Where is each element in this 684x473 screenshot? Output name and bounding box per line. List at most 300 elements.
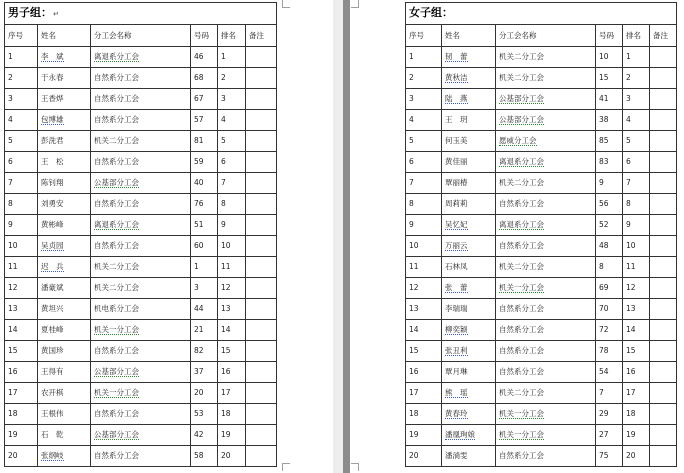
cell-rank bbox=[218, 47, 246, 68]
cell-name bbox=[38, 89, 91, 110]
cell-rank bbox=[218, 278, 246, 299]
cell-number bbox=[596, 89, 623, 110]
cell-number bbox=[596, 152, 623, 173]
cell-unit-text: 自然系分工会 bbox=[94, 346, 139, 355]
cell-index-text: 13 bbox=[409, 304, 419, 313]
cell-unit bbox=[91, 110, 191, 131]
cell-name bbox=[38, 131, 91, 152]
cell-index-text: 17 bbox=[8, 388, 18, 397]
cell-index-text: 19 bbox=[409, 430, 419, 439]
column-header: 序号 bbox=[406, 25, 442, 47]
cell-name-text: 王香烨 bbox=[41, 94, 64, 103]
cell-name bbox=[38, 257, 91, 278]
cell-remark bbox=[246, 236, 277, 257]
cell-name-text: 王得有 bbox=[41, 367, 64, 376]
cell-name bbox=[38, 194, 91, 215]
cell-unit-text: 自然系分工会 bbox=[94, 94, 139, 103]
cell-unit bbox=[496, 404, 596, 425]
cell-unit bbox=[91, 236, 191, 257]
cell-rank bbox=[218, 89, 246, 110]
cell-name-text: 彭洗君 bbox=[41, 136, 64, 145]
cell-number bbox=[191, 362, 218, 383]
men-group-table bbox=[4, 2, 277, 467]
cell-unit-text: 离退系分工会 bbox=[499, 220, 544, 229]
cell-unit-text: 自然系分工会 bbox=[94, 241, 139, 250]
cell-index-text: 11 bbox=[409, 262, 419, 271]
cell-index bbox=[406, 68, 442, 89]
cell-name bbox=[442, 299, 496, 320]
cell-rank-text: 19 bbox=[221, 430, 231, 439]
cell-rank bbox=[218, 320, 246, 341]
cell-name bbox=[442, 383, 496, 404]
cell-remark bbox=[650, 320, 677, 341]
cell-rank bbox=[218, 446, 246, 467]
table-row bbox=[5, 320, 277, 341]
cell-name-text: 陆 燕 bbox=[445, 94, 468, 103]
table-row bbox=[406, 47, 677, 68]
cell-name bbox=[442, 425, 496, 446]
cell-unit bbox=[91, 131, 191, 152]
crop-mark-bottom-right bbox=[351, 463, 359, 471]
crop-mark-top-left bbox=[282, 0, 290, 8]
cell-rank-text: 17 bbox=[626, 388, 636, 397]
cell-name-text: 李 斌 bbox=[41, 52, 64, 61]
column-header: 备注 bbox=[246, 25, 277, 47]
crop-mark-bottom-left bbox=[282, 463, 290, 471]
cell-number bbox=[191, 152, 218, 173]
cell-unit bbox=[91, 341, 191, 362]
column-header: 分工会名称 bbox=[91, 25, 191, 47]
cell-number bbox=[596, 236, 623, 257]
cell-unit bbox=[496, 194, 596, 215]
cell-rank bbox=[623, 194, 650, 215]
cell-number-text: 78 bbox=[599, 346, 609, 355]
cell-number bbox=[191, 89, 218, 110]
cell-rank bbox=[623, 131, 650, 152]
cell-rank-text: 20 bbox=[221, 451, 231, 460]
cell-rank bbox=[623, 236, 650, 257]
cell-index-text: 9 bbox=[409, 220, 414, 229]
cell-index bbox=[5, 362, 38, 383]
cell-number-text: 41 bbox=[599, 94, 609, 103]
cell-rank bbox=[623, 299, 650, 320]
cell-number-text: 37 bbox=[194, 367, 204, 376]
cell-rank-text: 8 bbox=[626, 199, 631, 208]
table-row bbox=[5, 425, 277, 446]
cell-index bbox=[5, 194, 38, 215]
cell-index-text: 5 bbox=[8, 136, 13, 145]
cell-name-text: 王 松 bbox=[41, 157, 64, 166]
cell-rank-text: 5 bbox=[221, 136, 226, 145]
cell-unit bbox=[91, 47, 191, 68]
cell-unit bbox=[496, 257, 596, 278]
cell-rank bbox=[218, 215, 246, 236]
column-header: 号码 bbox=[191, 25, 218, 47]
column-header: 排名 bbox=[218, 25, 246, 47]
cell-name bbox=[442, 110, 496, 131]
cell-name-text: 王根伟 bbox=[41, 409, 64, 418]
cell-unit bbox=[91, 194, 191, 215]
cell-unit bbox=[496, 341, 596, 362]
gutter-divider bbox=[343, 0, 350, 473]
cell-unit-text: 机关一分工会 bbox=[499, 430, 544, 439]
cell-rank bbox=[218, 257, 246, 278]
cell-name bbox=[38, 47, 91, 68]
table-row bbox=[406, 446, 677, 467]
cell-number-text: 56 bbox=[599, 199, 609, 208]
cell-number-text: 53 bbox=[194, 409, 204, 418]
cell-number-text: 51 bbox=[194, 220, 204, 229]
cell-unit-text: 公基部分工会 bbox=[94, 367, 139, 376]
cell-unit bbox=[496, 68, 596, 89]
cell-name bbox=[442, 131, 496, 152]
cell-remark bbox=[246, 404, 277, 425]
cell-number-text: 81 bbox=[194, 136, 204, 145]
cell-index-text: 6 bbox=[8, 157, 13, 166]
cell-number bbox=[191, 341, 218, 362]
cell-number-text: 44 bbox=[194, 304, 204, 313]
cell-remark bbox=[246, 425, 277, 446]
cell-index-text: 1 bbox=[8, 52, 13, 61]
cell-unit-text: 自然系分工会 bbox=[499, 304, 544, 313]
cell-remark bbox=[246, 131, 277, 152]
cell-index bbox=[406, 236, 442, 257]
cell-index bbox=[5, 152, 38, 173]
cell-name-text: 韧 蕾 bbox=[445, 52, 468, 61]
cell-index bbox=[406, 173, 442, 194]
cell-rank-text: 19 bbox=[626, 430, 636, 439]
cell-number-text: 1 bbox=[194, 262, 199, 271]
cell-name bbox=[442, 173, 496, 194]
cell-name-text: 黄秋洁 bbox=[445, 73, 468, 82]
cell-unit-text: 公基部分工会 bbox=[94, 178, 139, 187]
cell-remark bbox=[650, 383, 677, 404]
cell-rank bbox=[623, 68, 650, 89]
cell-index-text: 5 bbox=[409, 136, 414, 145]
cell-rank bbox=[623, 341, 650, 362]
cell-rank-text: 6 bbox=[221, 157, 226, 166]
cell-index-text: 15 bbox=[409, 346, 419, 355]
cell-rank bbox=[623, 173, 650, 194]
cell-name bbox=[442, 404, 496, 425]
cell-unit bbox=[91, 404, 191, 425]
cell-index-text: 15 bbox=[8, 346, 18, 355]
cell-number bbox=[596, 341, 623, 362]
cell-number-text: 54 bbox=[599, 367, 609, 376]
cell-rank-text: 8 bbox=[221, 199, 226, 208]
cell-name bbox=[442, 68, 496, 89]
cell-index bbox=[406, 320, 442, 341]
cell-index-text: 20 bbox=[409, 451, 419, 460]
cell-number bbox=[596, 257, 623, 278]
cell-number-text: 10 bbox=[599, 52, 609, 61]
cell-remark bbox=[650, 404, 677, 425]
cell-unit-text: 自然系分工会 bbox=[499, 346, 544, 355]
cell-rank-text: 10 bbox=[221, 241, 231, 250]
cell-name-text: 覃丽椿 bbox=[445, 178, 468, 187]
cell-unit-text: 公基部分工会 bbox=[94, 430, 139, 439]
cell-name bbox=[38, 404, 91, 425]
table-header-row bbox=[406, 25, 677, 47]
cell-rank bbox=[623, 47, 650, 68]
cell-index bbox=[5, 383, 38, 404]
cell-name-text: 何玉美 bbox=[445, 136, 468, 145]
cell-index-text: 16 bbox=[8, 367, 18, 376]
cell-rank-text: 11 bbox=[221, 262, 231, 271]
cell-rank-text: 7 bbox=[221, 178, 226, 187]
cell-index bbox=[406, 362, 442, 383]
table-header-row bbox=[5, 25, 277, 47]
cell-rank-text: 18 bbox=[221, 409, 231, 418]
cell-unit-text: 自然系分工会 bbox=[94, 115, 139, 124]
cell-name-text: 张纲岐 bbox=[41, 451, 64, 460]
cell-name bbox=[38, 68, 91, 89]
cell-remark bbox=[650, 215, 677, 236]
cell-number bbox=[596, 320, 623, 341]
cell-unit-text: 自然系分工会 bbox=[94, 199, 139, 208]
cell-rank-text: 4 bbox=[626, 115, 631, 124]
cell-rank-text: 11 bbox=[626, 262, 636, 271]
paragraph-mark-icon: ↵ bbox=[53, 10, 59, 18]
cell-remark bbox=[650, 194, 677, 215]
cell-number bbox=[191, 446, 218, 467]
cell-rank bbox=[218, 404, 246, 425]
cell-index bbox=[406, 425, 442, 446]
cell-number-text: 59 bbox=[194, 157, 204, 166]
cell-rank-text: 13 bbox=[221, 304, 231, 313]
cell-name bbox=[442, 89, 496, 110]
table-row bbox=[5, 131, 277, 152]
cell-rank-text: 9 bbox=[626, 220, 631, 229]
cell-unit-text: 机关一分工会 bbox=[499, 283, 544, 292]
cell-index bbox=[406, 47, 442, 68]
cell-index bbox=[406, 299, 442, 320]
cell-index-text: 16 bbox=[409, 367, 419, 376]
cell-rank bbox=[623, 446, 650, 467]
cell-index bbox=[406, 110, 442, 131]
cell-number-text: 38 bbox=[599, 115, 609, 124]
cell-rank-text: 1 bbox=[626, 52, 631, 61]
cell-unit-text: 机关二分工会 bbox=[499, 52, 544, 61]
table-row bbox=[5, 341, 277, 362]
cell-number bbox=[596, 131, 623, 152]
cell-number-text: 68 bbox=[194, 73, 204, 82]
cell-remark bbox=[246, 257, 277, 278]
cell-rank bbox=[623, 89, 650, 110]
cell-rank-text: 14 bbox=[626, 325, 636, 334]
cell-index bbox=[406, 383, 442, 404]
gutter-shadow bbox=[333, 0, 343, 473]
table-row bbox=[406, 215, 677, 236]
cell-number bbox=[596, 194, 623, 215]
cell-unit bbox=[91, 173, 191, 194]
table-row bbox=[5, 89, 277, 110]
cell-name bbox=[442, 47, 496, 68]
cell-index-text: 4 bbox=[409, 115, 414, 124]
cell-remark bbox=[650, 89, 677, 110]
cell-name-text: 黄彬峰 bbox=[41, 220, 64, 229]
cell-index bbox=[406, 446, 442, 467]
cell-index bbox=[5, 425, 38, 446]
cell-remark bbox=[650, 47, 677, 68]
cell-unit-text: 离退系分工会 bbox=[94, 52, 139, 61]
cell-number-text: 8 bbox=[599, 262, 604, 271]
cell-number-text: 9 bbox=[599, 178, 604, 187]
cell-index-text: 20 bbox=[8, 451, 18, 460]
cell-index bbox=[5, 404, 38, 425]
cell-index-text: 3 bbox=[8, 94, 13, 103]
cell-index-text: 1 bbox=[409, 52, 414, 61]
cell-rank bbox=[623, 215, 650, 236]
cell-number-text: 67 bbox=[194, 94, 204, 103]
cell-number bbox=[596, 278, 623, 299]
cell-unit bbox=[91, 446, 191, 467]
cell-name-text: 刘勇安 bbox=[41, 199, 64, 208]
cell-rank-text: 3 bbox=[626, 94, 631, 103]
cell-index bbox=[5, 446, 38, 467]
cell-rank-text: 12 bbox=[221, 283, 231, 292]
cell-index bbox=[406, 152, 442, 173]
cell-index-text: 11 bbox=[8, 262, 18, 271]
cell-unit-text: 机关二分工会 bbox=[94, 262, 139, 271]
table-row bbox=[406, 362, 677, 383]
cell-index-text: 8 bbox=[409, 199, 414, 208]
cell-remark bbox=[246, 446, 277, 467]
cell-remark bbox=[650, 68, 677, 89]
table-row bbox=[406, 341, 677, 362]
cell-rank-text: 16 bbox=[626, 367, 636, 376]
cell-name-text: 万丽云 bbox=[445, 241, 468, 250]
cell-number-text: 70 bbox=[599, 304, 609, 313]
cell-unit-text: 自然系分工会 bbox=[94, 451, 139, 460]
cell-remark bbox=[650, 341, 677, 362]
table-row bbox=[406, 194, 677, 215]
document-page-right bbox=[350, 0, 684, 473]
cell-number-text: 83 bbox=[599, 157, 609, 166]
cell-unit-text: 公基部分工会 bbox=[499, 94, 544, 103]
cell-remark bbox=[650, 236, 677, 257]
cell-remark bbox=[246, 278, 277, 299]
cell-name-text: 覃月琳 bbox=[445, 367, 468, 376]
table-row bbox=[5, 236, 277, 257]
cell-name bbox=[38, 152, 91, 173]
cell-number-text: 58 bbox=[194, 451, 204, 460]
table-row bbox=[406, 257, 677, 278]
cell-rank-text: 7 bbox=[626, 178, 631, 187]
cell-name-text: 于永春 bbox=[41, 73, 64, 82]
cell-index bbox=[406, 89, 442, 110]
cell-unit-text: 离退系分工会 bbox=[499, 157, 544, 166]
cell-rank-text: 1 bbox=[221, 52, 226, 61]
cell-name-text: 王 玥 bbox=[445, 115, 468, 124]
cell-unit bbox=[91, 152, 191, 173]
cell-number bbox=[596, 68, 623, 89]
cell-unit-text: 机关二分工会 bbox=[499, 262, 544, 271]
cell-remark bbox=[650, 425, 677, 446]
cell-rank bbox=[623, 425, 650, 446]
cell-index bbox=[5, 278, 38, 299]
cell-unit bbox=[91, 278, 191, 299]
cell-rank bbox=[623, 362, 650, 383]
cell-remark bbox=[650, 131, 677, 152]
cell-rank-text: 2 bbox=[221, 73, 226, 82]
cell-unit bbox=[496, 446, 596, 467]
cell-name bbox=[38, 278, 91, 299]
table-row bbox=[5, 173, 277, 194]
cell-unit-text: 自然系分工会 bbox=[94, 409, 139, 418]
cell-name bbox=[442, 152, 496, 173]
cell-remark bbox=[246, 110, 277, 131]
cell-rank-text: 20 bbox=[626, 451, 636, 460]
cell-name-text: 石林凤 bbox=[445, 262, 468, 271]
cell-index-text: 14 bbox=[409, 325, 419, 334]
cell-number-text: 57 bbox=[194, 115, 204, 124]
cell-unit bbox=[496, 152, 596, 173]
cell-index bbox=[5, 341, 38, 362]
cell-name bbox=[442, 320, 496, 341]
cell-index bbox=[5, 131, 38, 152]
cell-number bbox=[596, 47, 623, 68]
cell-name bbox=[38, 383, 91, 404]
table-row bbox=[406, 68, 677, 89]
cell-unit-text: 机关一分工会 bbox=[94, 388, 139, 397]
cell-number bbox=[191, 131, 218, 152]
cell-rank-text: 2 bbox=[626, 73, 631, 82]
cell-rank-text: 10 bbox=[626, 241, 636, 250]
cell-index-text: 3 bbox=[409, 94, 414, 103]
cell-index-text: 7 bbox=[409, 178, 414, 187]
cell-unit bbox=[91, 425, 191, 446]
cell-unit bbox=[496, 215, 596, 236]
cell-name bbox=[38, 215, 91, 236]
crop-mark-top-right bbox=[351, 0, 359, 8]
cell-name bbox=[38, 110, 91, 131]
cell-index-text: 18 bbox=[8, 409, 18, 418]
table-row bbox=[406, 383, 677, 404]
cell-name-text: 潘凰珣娘 bbox=[445, 430, 475, 439]
cell-number-text: 15 bbox=[599, 73, 609, 82]
cell-rank-text: 15 bbox=[626, 346, 636, 355]
cell-number bbox=[596, 425, 623, 446]
cell-remark bbox=[246, 68, 277, 89]
column-header: 姓名 bbox=[38, 25, 91, 47]
cell-remark bbox=[246, 89, 277, 110]
cell-unit-text: 机关一分工会 bbox=[499, 409, 544, 418]
cell-unit-text: 自然系分工会 bbox=[499, 451, 544, 460]
table-row bbox=[5, 215, 277, 236]
cell-rank-text: 6 bbox=[626, 157, 631, 166]
cell-rank bbox=[623, 257, 650, 278]
cell-name bbox=[38, 299, 91, 320]
cell-index bbox=[5, 110, 38, 131]
cell-index bbox=[5, 236, 38, 257]
cell-number-text: 40 bbox=[194, 178, 204, 187]
table-row bbox=[5, 110, 277, 131]
cell-unit-text: 机关二分工会 bbox=[499, 178, 544, 187]
cell-rank bbox=[218, 383, 246, 404]
table-row bbox=[5, 194, 277, 215]
cell-rank-text: 4 bbox=[221, 115, 226, 124]
table-row bbox=[5, 446, 277, 467]
table-row bbox=[5, 68, 277, 89]
cell-rank bbox=[623, 383, 650, 404]
cell-number-text: 76 bbox=[194, 199, 204, 208]
cell-unit-text: 机关一分工会 bbox=[94, 325, 139, 334]
cell-remark bbox=[246, 341, 277, 362]
cell-rank-text: 9 bbox=[221, 220, 226, 229]
cell-index-text: 19 bbox=[8, 430, 18, 439]
cell-index bbox=[406, 341, 442, 362]
